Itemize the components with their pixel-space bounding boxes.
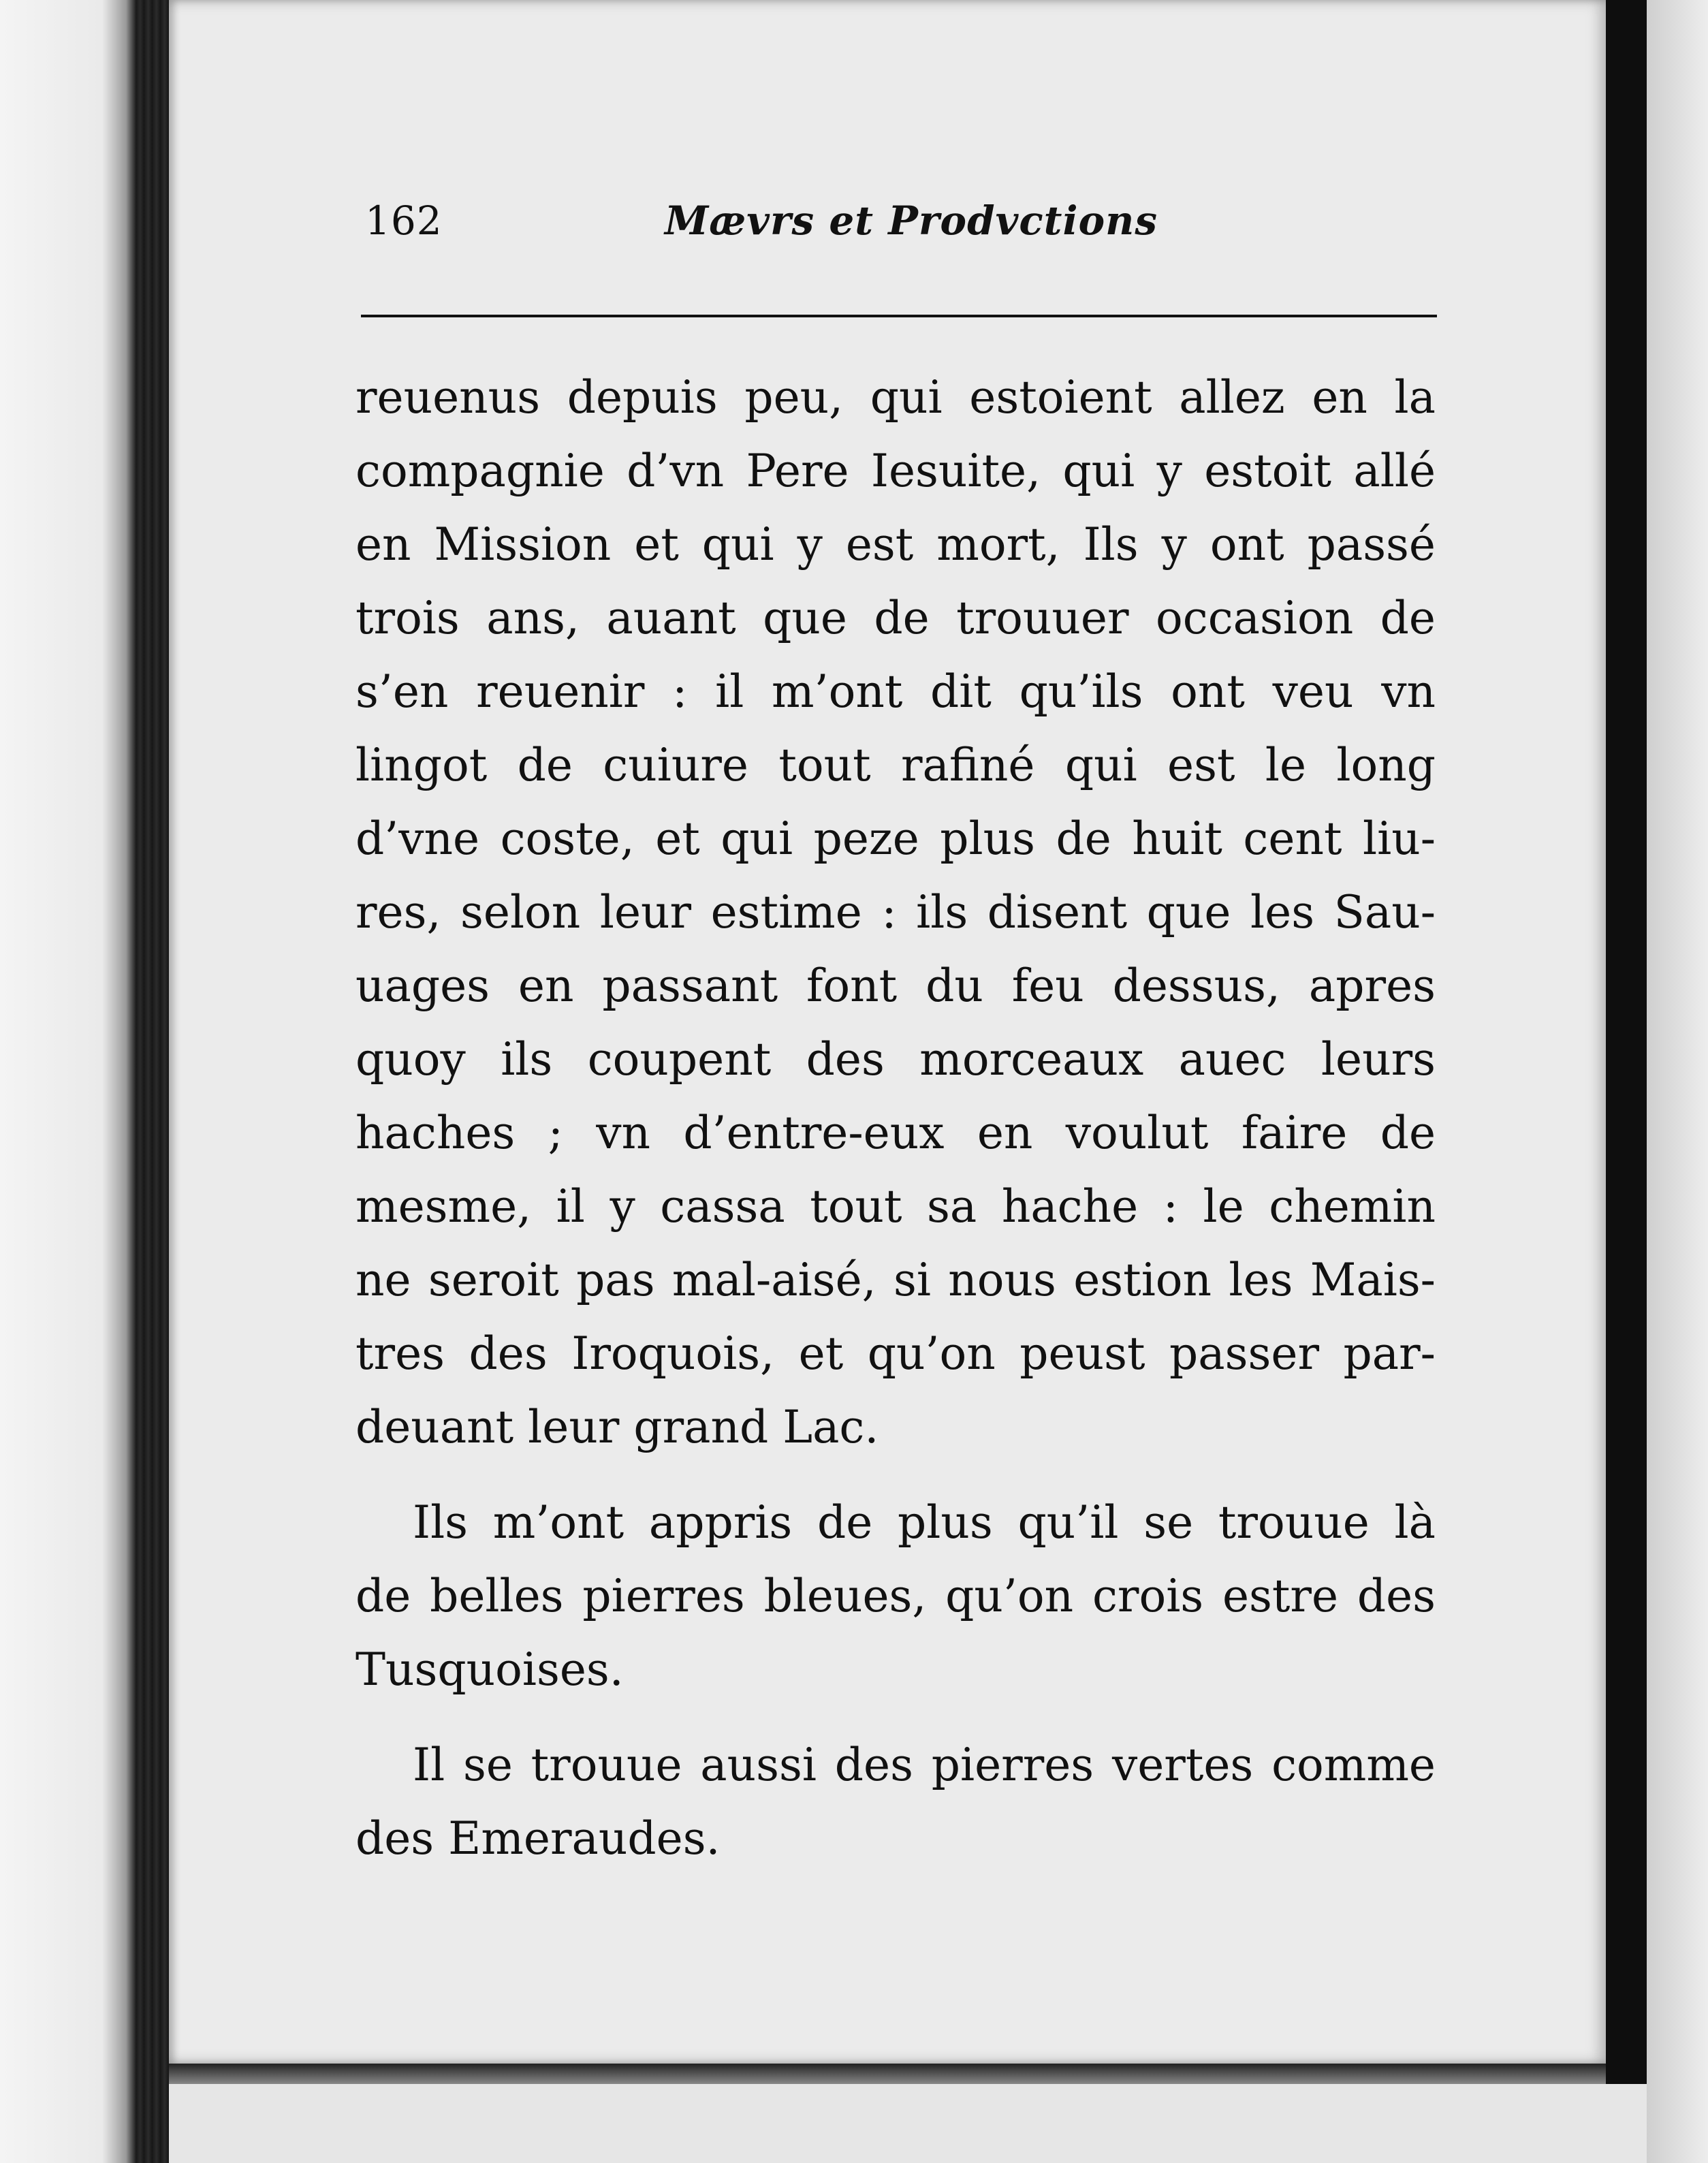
text-line: de belles pierres bleues, qu’on crois estre des: [355, 1570, 1436, 1622]
text-line: s’en reuenir : il m’ont dit qu’ils ont veu vn: [355, 665, 1436, 718]
text-line: haches ; vn d’entre-eux en voulut faire de: [355, 1107, 1436, 1159]
paragraph-2: [355, 1486, 1436, 1707]
scan-left-margin: [0, 0, 136, 2163]
text-line: des Emeraudes.: [355, 1812, 721, 1865]
text-line: trois ans, auant que de trouuer occasion de: [355, 592, 1436, 644]
paragraph-1: [355, 361, 1436, 1464]
paragraph-3: [355, 1728, 1436, 1876]
paragraph-gap: [355, 1707, 1436, 1728]
text-line: Ils m’ont appris de plus qu’il se trouue là: [413, 1496, 1436, 1549]
page-bottom-edge: [169, 2064, 1606, 2084]
text-line: lingot de cuiure tout rafiné qui est le long: [355, 739, 1436, 791]
text-line: res, selon leur estime : ils disent que les Sau-: [355, 886, 1436, 938]
text-line: en Mission et qui y est mort, Ils y ont passé: [355, 518, 1436, 571]
text-line: deuant leur grand Lac.: [355, 1401, 879, 1453]
text-line: tres des Iroquois, et qu’on peust passer par-: [355, 1327, 1436, 1380]
page-number: 162: [365, 198, 443, 244]
facing-page-edge: [1647, 0, 1708, 2163]
text-line: uages en passant font du feu dessus, apres: [355, 960, 1436, 1012]
text-line: mesme, il y cassa tout sa hache : le chemin: [355, 1180, 1436, 1233]
text-line: d’vne coste, et qui peze plus de huit cent liu-: [355, 812, 1436, 865]
text-line: Il se trouue aussi des pierres vertes comme: [413, 1739, 1436, 1791]
text-line: compagnie d’vn Pere Iesuite, qui y estoit allé: [355, 445, 1436, 497]
book-gutter: [1606, 0, 1647, 2084]
paragraph-gap: [355, 1464, 1436, 1486]
text-line: Tusquoises.: [355, 1643, 624, 1696]
header-rule: [361, 315, 1437, 317]
running-title: Mævrs et Prodvctions: [665, 198, 1158, 244]
running-header: [365, 198, 1434, 259]
text-line: ne seroit pas mal-aisé, si nous estion les Mais-: [355, 1254, 1436, 1306]
text-line: reuenus depuis peu, qui estoient allez en la: [355, 371, 1436, 424]
body-text: [355, 361, 1436, 1876]
text-line: quoy ils coupent des morceaux auec leurs: [355, 1033, 1436, 1086]
